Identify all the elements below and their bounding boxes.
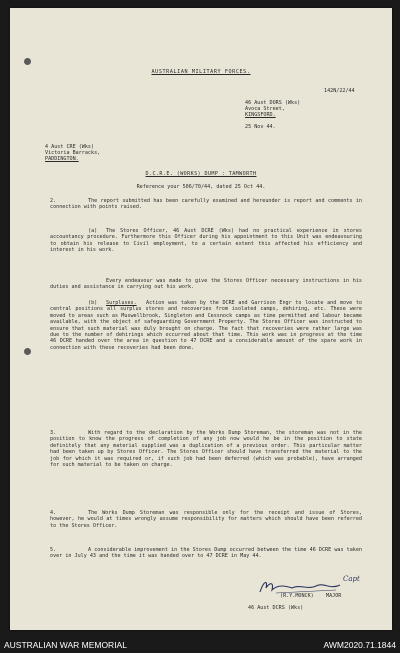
addressee-line-2: Victoria Barracks, — [45, 150, 101, 156]
paragraph-number: 3. — [50, 430, 57, 436]
sender-line-2: Avoca Street, — [245, 106, 285, 112]
paragraph-3: With regard to the declaration by the Works Dump Storeman, the storeman was not in the position to know the progress of completion of any job now would he be in the position to state definitely that any material supplied was a duplication of a previous order. This particular matter had been taken up by Stores Officer. The Stores Officer should have transferred the material to the job for which it was required or, if such job had been deferred (which was probable), have arranged for such material to be taken on charge. — [50, 430, 362, 469]
letter-date: 25 Nov 44. — [245, 124, 276, 130]
paragraph-a-continued: Every endeavour was made to give the Stores Officer necessary instructions in his duties and assistance in carrying out his work. — [50, 278, 362, 291]
subparagraph-label: (a) — [88, 228, 98, 234]
paragraph-number: 4. — [50, 510, 57, 516]
paragraph-4: The Works Dump Storeman was responsible only for the receipt and issue of Stores, however, he would at times wrongly assume responsibility for matters which should have been referred to the Stores Officer. — [50, 510, 362, 529]
file-reference: 142N/22/44 — [324, 88, 355, 94]
reference-line: Reference your 506/70/44, dated 25 Oct 44. — [136, 184, 266, 190]
document-page — [10, 8, 392, 630]
sender-line-1: 46 Aust DORS (Wks) — [245, 100, 301, 106]
letterhead: AUSTRALIAN MILITARY FORCES. — [151, 69, 251, 75]
paragraph-5: A considerable improvement in the Stores Dump occurred between the time 46 DCRE was taken over in July 43 and the time it was handed over to 47 DCRE in May 44. — [50, 547, 362, 560]
subparagraph-label: (b) — [88, 300, 98, 306]
addressee-line-3: PADDINGTON. — [45, 156, 79, 162]
punch-hole — [24, 348, 31, 355]
archive-name: AUSTRALIAN WAR MEMORIAL — [4, 640, 127, 650]
signatory-unit: 46 Aust DCRS (Wks) — [248, 605, 304, 611]
paragraph-2: The report submitted has been carefully examined and hereunder is report and comments in connection with points raised. — [50, 198, 362, 211]
paragraph-number: 2. — [50, 198, 57, 204]
archive-footer — [0, 638, 400, 653]
paragraph-a: The Stores Officer, 46 Aust DCRE (Wks) had no practical experience in stores accountancy procedure. Furthermore this Officer during his appointment to this Unit was endeavouring to obtain his release to Civil employment, to a certain extent this affected his efficiency and interest in his work. — [50, 228, 362, 254]
surpluses-heading: Surpluses. — [106, 300, 137, 306]
signatory-name: (R.Y.MONCK) MAJOR — [280, 593, 342, 599]
subject-line: D.C.R.E. (WORKS) DUMP : TAMWORTH — [145, 171, 257, 177]
signature-rank: Capt — [343, 575, 360, 583]
punch-hole — [24, 58, 31, 65]
archive-item-id: AWM2020.71.1844 — [323, 640, 396, 650]
addressee-line-1: 4 Aust CRE (Wks) — [45, 144, 95, 150]
sender-line-3: KINGSFORD. — [245, 112, 276, 118]
paragraph-number: 5. — [50, 547, 57, 553]
paragraph-b: Action was taken by the DCRE and Garrison Engr to locate and move to central positions all surplus stores and recoveries from isolated camps, dehiring, etc. These were moved to areas such as Muswellbrook, Singleton and Cessnock camps as time permitted and labour became available, with the object of safeguarding Government Property. The Stores Officer was instructed to ensure that such material was duly brought on charge. The fact that recoveries were rather large was due to the number of dehirings which occurred about that time. This work was in progress at the time 46 DCRE handed over the area in question to 47 DCRE and a considerable amount of the spare work in connection with these recoveries had been done. — [50, 300, 362, 351]
